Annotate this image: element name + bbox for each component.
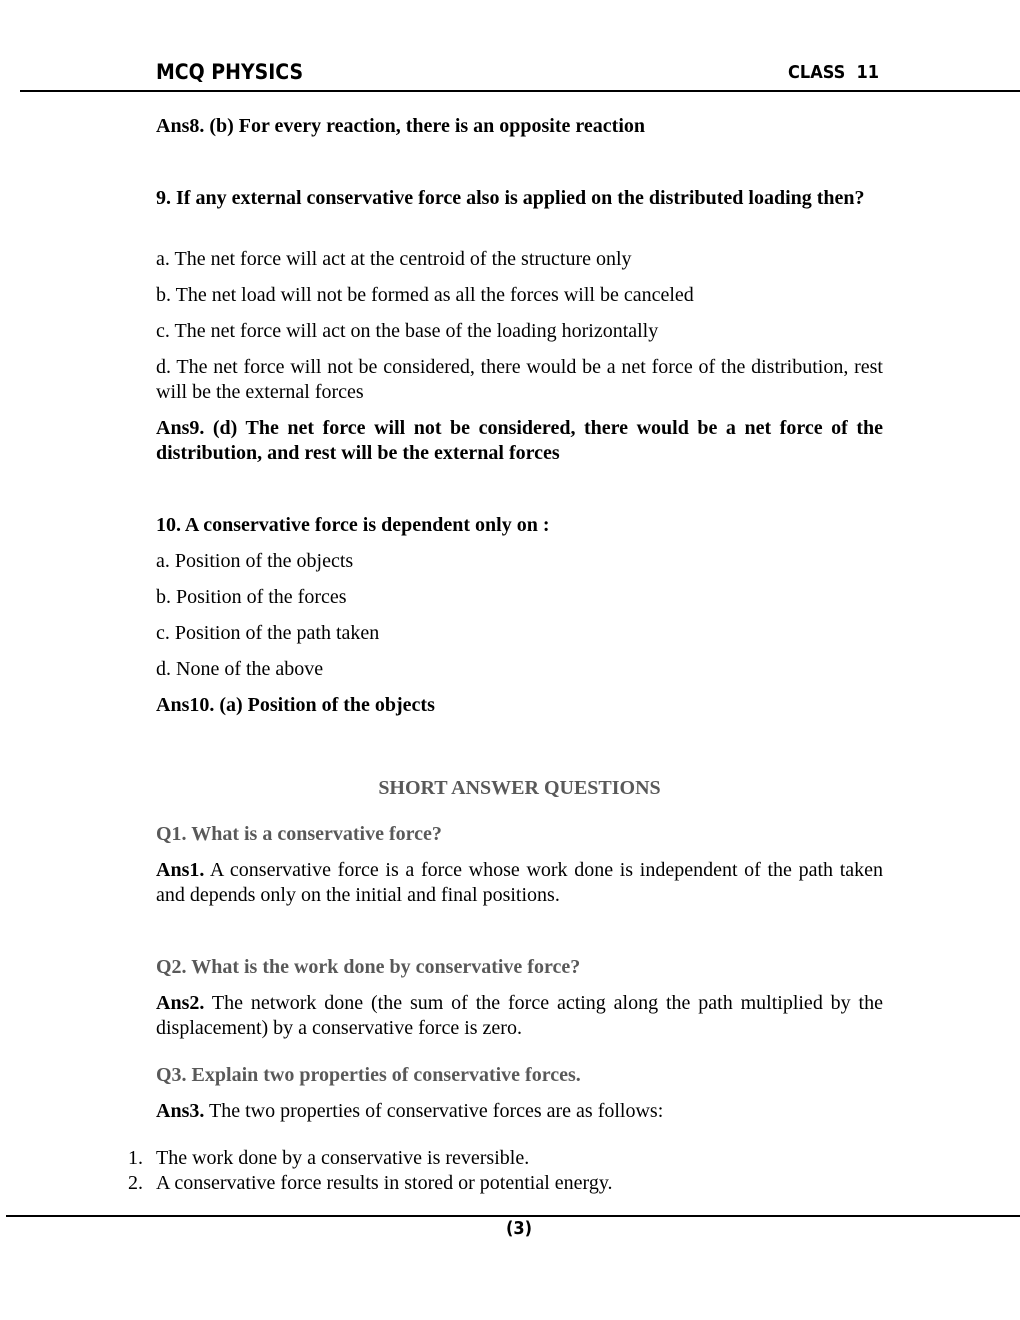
q10-option-a: a. Position of the objects (156, 550, 354, 572)
section-title: SHORT ANSWER QUESTIONS (378, 777, 661, 799)
answer-text: A conservative force is a force whose work done is independent of the path taken and depends only on the initial and final positions. (156, 859, 883, 906)
list-item (128, 1146, 529, 1171)
header-class: CLASS 11 (788, 62, 880, 83)
saq-question-3: Q3. Explain two properties of conservative forces. (156, 1064, 581, 1086)
q10-option-d: d. None of the above (156, 658, 324, 680)
q9-option-b: b. The net load will not be formed as all the forces will be canceled (156, 284, 694, 306)
answer-text: The two properties of conservative forces are as follows: (204, 1100, 664, 1122)
answer-text: The network done (the sum of the force acting along the path multiplied by the displacement) by a conservative force is zero. (156, 992, 883, 1039)
list-text: A conservative force results in stored or potential energy. (156, 1172, 613, 1194)
answer-label: Ans3. (156, 1100, 205, 1122)
saq-answer-2 (156, 991, 883, 1041)
list-item (128, 1171, 613, 1196)
q10-option-b: b. Position of the forces (156, 586, 347, 608)
list-text: The work done by a conservative is reversible. (156, 1147, 530, 1169)
saq-answer-1 (156, 858, 883, 908)
answer-9: Ans9. (d) The net force will not be considered, there would be a net force of the distribution, and rest will be the external forces (156, 417, 883, 464)
header-rule (20, 90, 1020, 92)
q9-option-d: d. The net force will not be considered, there would be a net force of the distribution, rest will be the external forces (156, 356, 883, 403)
answer-10: Ans10. (a) Position of the objects (156, 694, 435, 716)
saq-question-1: Q1. What is a conservative force? (156, 823, 442, 845)
header-title: MCQ PHYSICS (156, 60, 304, 84)
q9-option-a: a. The net force will act at the centroid of the structure only (156, 248, 632, 270)
q9-option-c: c. The net force will act on the base of the loading horizontally (156, 320, 659, 342)
answer-label: Ans1. (156, 859, 205, 881)
list-number: 2. (128, 1172, 143, 1194)
saq-answer-3 (156, 1099, 883, 1124)
page-number: (3) (505, 1218, 533, 1239)
answer-8: Ans8. (b) For every reaction, there is an opposite reaction (156, 115, 646, 137)
list-number: 1. (128, 1147, 143, 1169)
footer-rule (6, 1215, 1020, 1217)
question-9: 9. If any external conservative force also is applied on the distributed loading then? (156, 187, 865, 209)
saq-question-2: Q2. What is the work done by conservative force? (156, 956, 581, 978)
q10-option-c: c. Position of the path taken (156, 622, 380, 644)
answer-label: Ans2. (156, 992, 205, 1014)
question-10: 10. A conservative force is dependent only on : (156, 514, 550, 536)
